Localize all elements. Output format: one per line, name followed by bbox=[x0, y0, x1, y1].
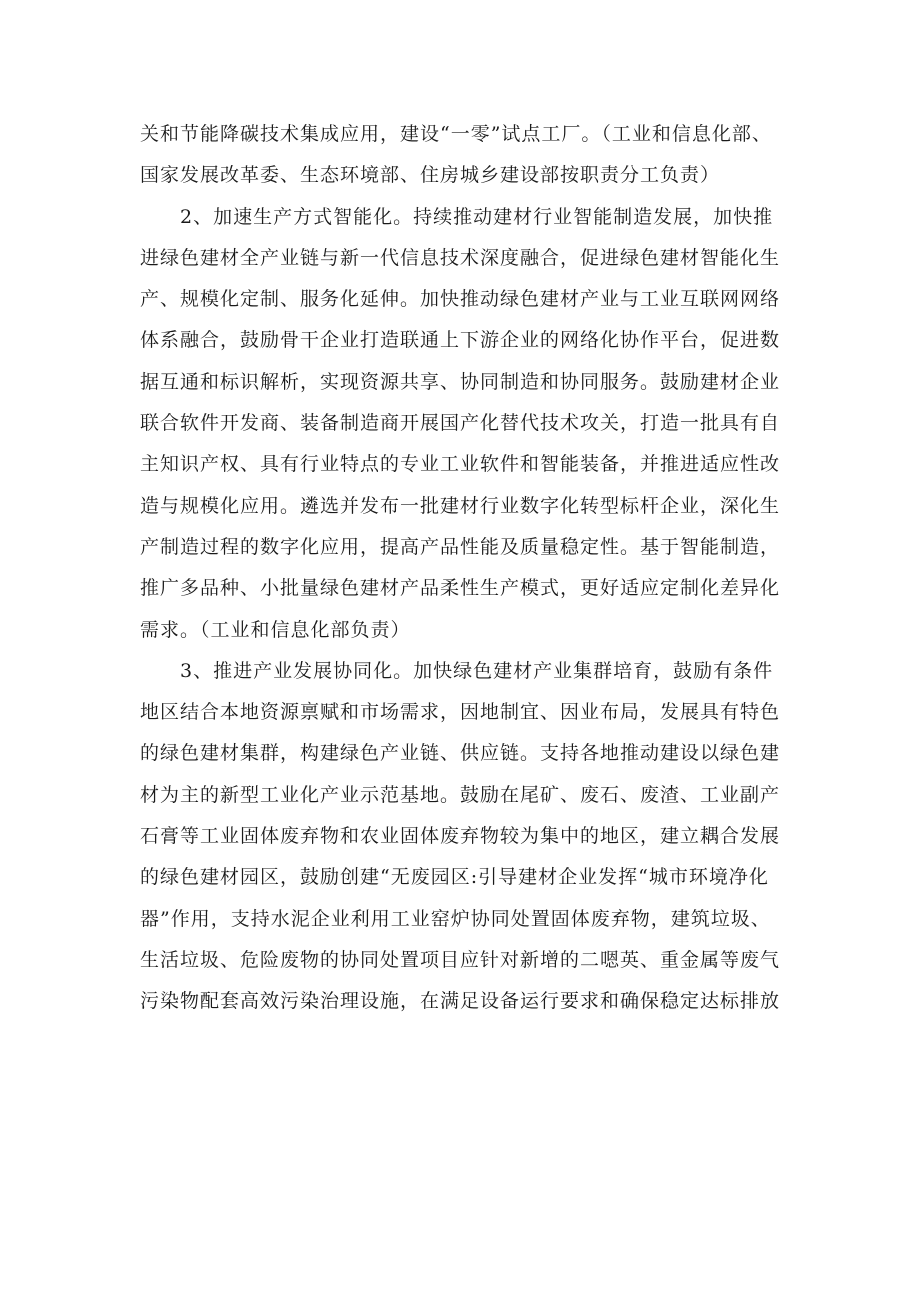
text-line: 地区结合本地资源禀赋和市场需求，因地制宜、因业布局，发展具有特色 bbox=[140, 701, 781, 724]
text-line: 造与规模化应用。遴选并发布一批建材行业数字化转型标杆企业，深化生 bbox=[140, 494, 781, 517]
paragraph-start-line: 3、推进产业发展协同化。加快绿色建材产业集群培育，鼓励有条件 bbox=[180, 659, 774, 682]
text-line: 进绿色建材全产业链与新一代信息技术深度融合，促进绿色建材智能化生 bbox=[140, 246, 781, 269]
text-line: 材为主的新型工业化产业示范基地。鼓励在尾矿、废石、废渣、工业副产 bbox=[140, 783, 781, 806]
text-line: 联合软件开发商、装备制造商开展国产化替代技术攻关，打造一批具有自 bbox=[140, 412, 781, 435]
text-line: 国家发展改革委、生态环境部、住房城乡建设部按职责分工负责） bbox=[140, 164, 721, 187]
text-line: 关和节能降碳技术集成应用，建设“一零”试点工厂。（工业和信息化部、 bbox=[140, 123, 772, 145]
text-line: 需求。（工业和信息化部负责） bbox=[140, 618, 411, 641]
text-line: 据互通和标识解析，实现资源共享、协同制造和协同服务。鼓励建材企业 bbox=[140, 370, 781, 393]
text-line: 产、规模化定制、服务化延伸。加快推动绿色建材产业与工业互联网网络 bbox=[140, 288, 781, 311]
text-line: 产制造过程的数字化应用，提高产品性能及质量稳定性。基于智能制造， bbox=[140, 535, 781, 558]
text-line: 的绿色建材集群，构建绿色产业链、供应链。支持各地推动建设以绿色建 bbox=[140, 742, 781, 765]
text-line: 石膏等工业固体废弃物和农业固体废弃物较为集中的地区，建立耦合发展 bbox=[140, 825, 781, 848]
text-line: 主知识产权、具有行业特点的专业工业软件和智能装备，并推进适应性改 bbox=[140, 453, 781, 476]
document-body bbox=[140, 114, 800, 1023]
text-line: 体系融合，鼓励骨干企业打造联通上下游企业的网络化协作平台，促进数 bbox=[140, 329, 781, 352]
text-line: 的绿色建材园区，鼓励创建“无废园区:引导建材企业发挥“城市环境净化 bbox=[140, 866, 769, 889]
paragraph-start-line: 2、加速生产方式智能化。持续推动建材行业智能制造发展，加快推 bbox=[180, 205, 774, 228]
text-line: 器”作用，支持水泥企业利用工业窑炉协同处置固体废弃物，建筑垃圾、 bbox=[140, 907, 771, 930]
text-line: 污染物配套高效污染治理设施，在满足设备运行要求和确保稳定达标排放 bbox=[140, 990, 781, 1013]
text-line: 推广多品种、小批量绿色建材产品柔性生产模式，更好适应定制化差异化 bbox=[140, 577, 781, 600]
text-line: 生活垃圾、危险废物的协同处置项目应针对新增的二嗯英、重金属等废气 bbox=[140, 948, 781, 971]
